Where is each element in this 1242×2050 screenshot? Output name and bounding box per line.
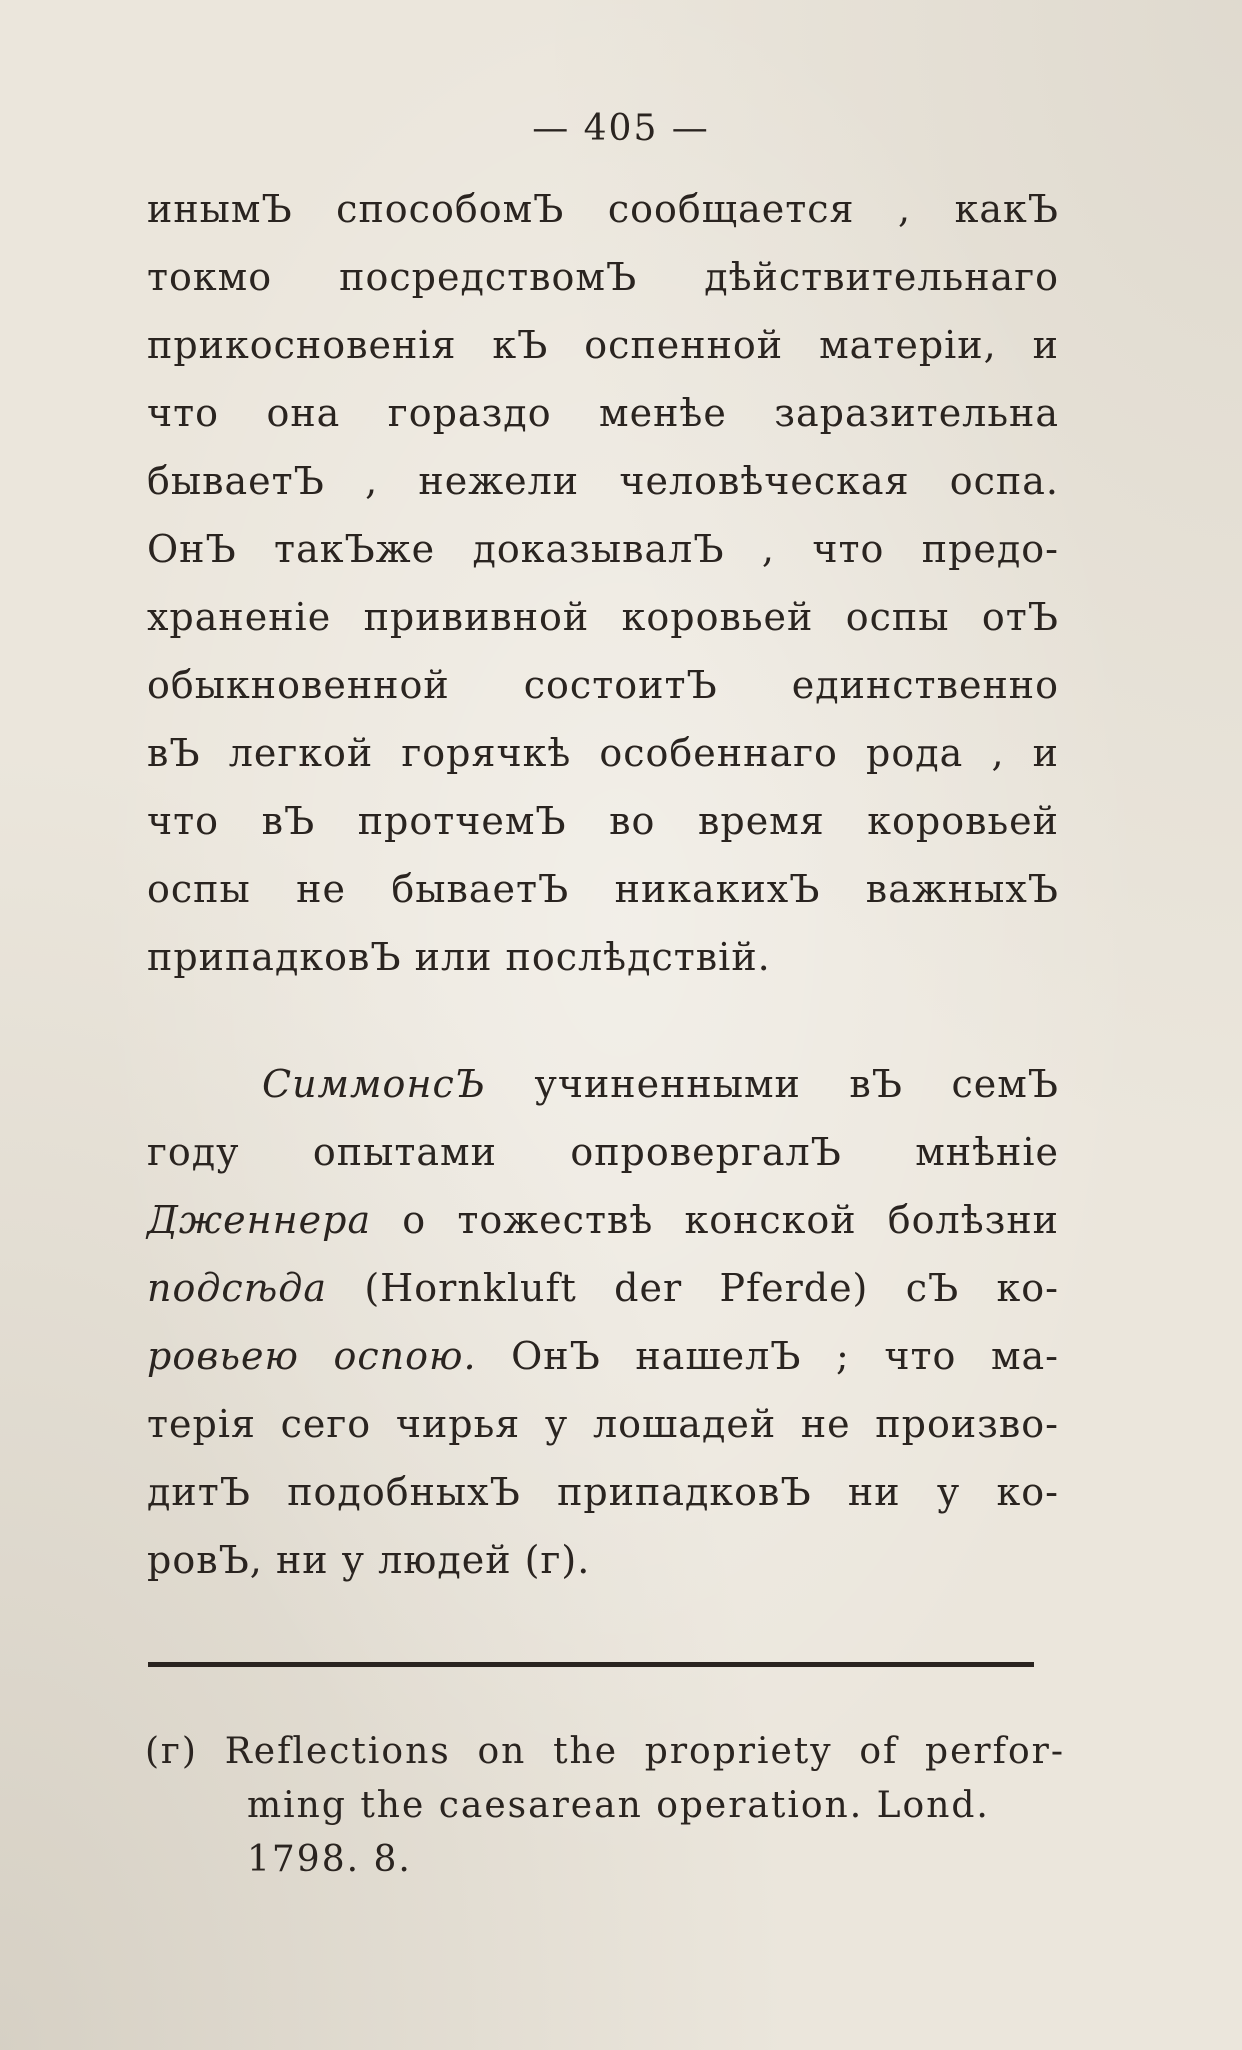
text-line: году опытами опровергалЪ мнѣніе <box>147 1130 1059 1174</box>
paragraph-1 <box>147 175 1059 991</box>
footnote-divider <box>148 1662 1034 1667</box>
term-podseda: подсѣда <box>147 1266 327 1310</box>
text-line: припадковЪ или послѣдствій. <box>147 935 771 979</box>
text-line <box>147 1322 1059 1390</box>
text-line <box>147 1254 1059 1322</box>
text-line: дитЪ подобныхЪ припадковЪ ни у ко- <box>147 1470 1059 1514</box>
paragraph-2 <box>147 1050 1059 1594</box>
text-line: храненіе прививной коровьей оспы отЪ <box>147 595 1059 639</box>
text-line <box>147 1186 1059 1254</box>
text-line: терія сего чирья у лошадей не произво- <box>147 1402 1059 1446</box>
author-name-simmons: СиммонсЪ <box>262 1062 486 1106</box>
text-line: обыкновенной состоитЪ единственно <box>147 663 1059 707</box>
text-line: ровЪ, ни у людей (г). <box>147 1538 591 1582</box>
footnote <box>145 1725 1065 1887</box>
author-name-jenner: Дженнера <box>147 1198 372 1242</box>
text-line: ОнЪ такЪже доказывалЪ , что предо- <box>147 527 1059 571</box>
text-line: что вЪ протчемЪ во время коровьей <box>147 799 1059 843</box>
text-line: оспы не бываетЪ никакихЪ важныхЪ <box>147 867 1059 911</box>
text-span: учиненными вЪ семЪ <box>485 1062 1059 1106</box>
footnote-line: ming the caesarean operation. Lond. <box>247 1785 990 1826</box>
text-line: прикосновенія кЪ оспенной матеріи, и <box>147 323 1059 367</box>
text-line <box>147 1050 1059 1118</box>
text-span: о тожествѣ конской болѣзни <box>371 1198 1059 1242</box>
text-line: что она гораздо менѣе заразительна <box>147 391 1059 435</box>
term-cowpox: ровьею оспою. <box>147 1334 477 1378</box>
text-span: ОнЪ нашелЪ ; что ма- <box>476 1334 1060 1378</box>
footnote-line: (г) Reflections on the propriety of perfor- <box>145 1731 1065 1772</box>
text-line: вЪ легкой горячкѣ особеннаго рода , и <box>147 731 1059 775</box>
text-span: (Hornkluft der Pferde) сЪ ко- <box>327 1266 1059 1310</box>
text-line: инымЪ способомЪ сообщается , какЪ <box>147 187 1059 231</box>
text-line: токмо посредствомЪ дѣйствительнаго <box>147 255 1059 299</box>
text-line: бываетЪ , нежели человѣческая оспа. <box>147 459 1059 503</box>
page-number: — 405 — <box>532 108 710 149</box>
footnote-line: 1798. 8. <box>247 1839 412 1880</box>
